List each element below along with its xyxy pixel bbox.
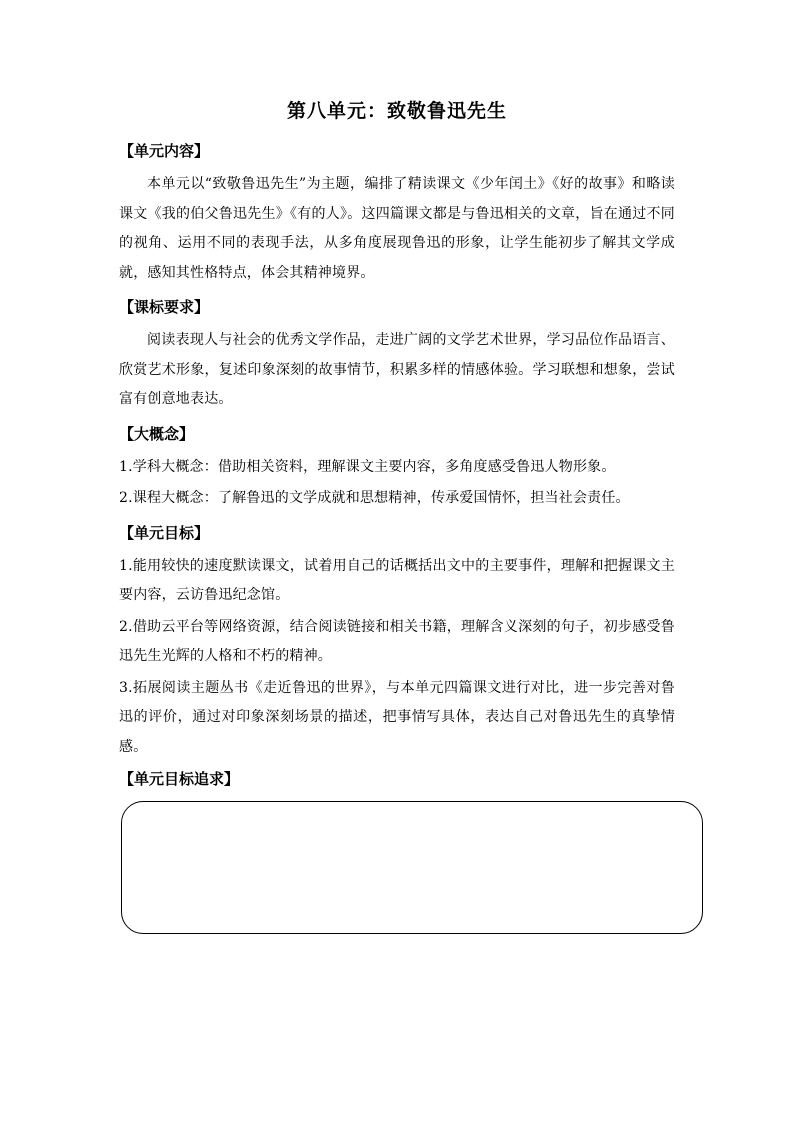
section-unit-content (119, 140, 675, 288)
section-goal-pursuit (119, 768, 675, 790)
section-unit-goals (119, 522, 675, 763)
section-paragraph: 本单元以“致敬鲁迅先生”为主题，编排了精读课文《少年闰土》《好的故事》和略读课文《我的伯父鲁迅先生》《有的人》。这四篇课文都是与鲁迅相关的文章，旨在通过不同的视角、运用不同的表现手法，从多角度展现鲁迅的形象，让学生能初步了解其文学成就，感知其性格特点，体会其精神境界。 (119, 176, 675, 281)
document-body (119, 140, 675, 798)
page-title: 第八单元：致敬鲁迅先生 (286, 100, 507, 122)
list-item: 2.课程大概念：了解鲁迅的文学成就和思想精神，传承爱国情怀，担当社会责任。 (119, 490, 630, 506)
section-big-concepts (119, 423, 675, 514)
section-heading: 【大概念】 (119, 424, 195, 443)
section-curriculum-requirements (119, 296, 675, 415)
answer-box[interactable] (121, 801, 703, 934)
list-item: 1.能用较快的速度默读课文，试着用自己的话概括出文中的主要事件，理解和把握课文主要内容，云访鲁迅纪念馆。 (119, 557, 675, 603)
section-heading: 【单元内容】 (119, 142, 210, 160)
section-paragraph: 阅读表现人与社会的优秀文学作品，走进广阔的文学艺术世界，学习品位作品语言、欣赏艺术形象，复述印象深刻的故事情节，积累多样的情感体验。学习联想和想象，尝试富有创意地表达。 (119, 332, 675, 407)
list-item: 3.拓展阅读主题丛书《走近鲁迅的世界》，与本单元四篇课文进行对比，进一步完善对鲁迅的评价，通过对印象深刻场景的描述，把事情写具体，表达自己对鲁迅先生的真挚情感。 (119, 679, 675, 755)
section-heading: 【课标要求】 (119, 298, 210, 316)
section-heading: 【单元目标】 (119, 523, 210, 542)
list-item: 1.学科大概念：借助相关资料，理解课文主要内容，多角度感受鲁迅人物形象。 (119, 458, 616, 475)
section-heading: 【单元目标追求】 (119, 770, 240, 788)
list-item: 2.借助云平台等网络资源，结合阅读链接和相关书籍，理解含义深刻的句子，初步感受鲁迅先生光辉的人格和不朽的精神。 (119, 618, 675, 664)
